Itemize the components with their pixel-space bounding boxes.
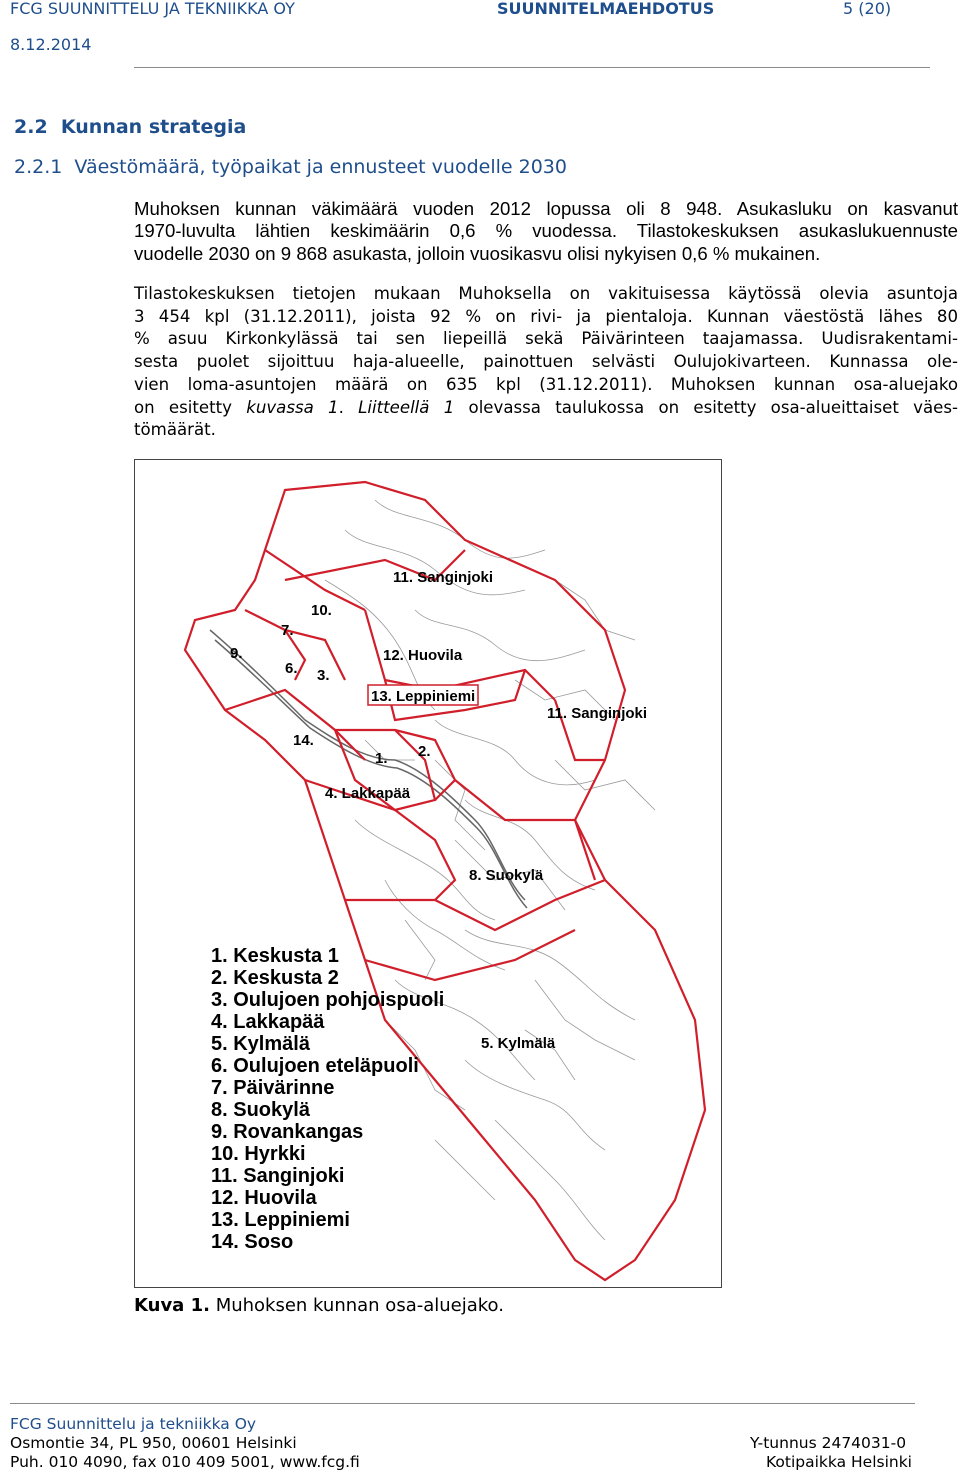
section-heading: 2.2 Kunnan strategia [14,116,247,138]
paragraph-population [134,198,958,265]
paragraph-line: vuodelle 2030 on 9 868 asukasta, jolloin vuosikasvu olisi nykyisen 0,6 % mukainen. [134,242,821,264]
label-sanginjoki-right: 11. Sanginjoki [547,705,648,722]
label-keskusta1: 1. [375,750,388,767]
area-map [135,460,720,1286]
legend-item: 9. Rovankangas [211,1121,364,1143]
label-leppiniemi: 13. Leppiniemi [371,688,476,705]
legend-item: 5. Kylmälä [211,1033,310,1055]
map-legend [211,945,444,1253]
footer-rule [10,1403,915,1404]
footer-address: Osmontie 34, PL 950, 00601 Helsinki [10,1434,297,1452]
label-sanginjoki-top: 11. Sanginjoki [393,569,494,586]
footer-business-id: Y-tunnus 2474031-0 [750,1434,907,1452]
paragraph-housing [134,283,958,442]
map-figure [134,459,722,1288]
paragraph-line: % asuu Kirkonkylässä tai sen liepeillä sekä Päivärinteen taajamassa. Uudisrakentami- [134,329,958,349]
caption-label: Kuva 1. [134,1295,210,1316]
paragraph-line: 1970-luvulta lähtien keskimäärin 0,6 % vuodessa. Tilastokeskuksen asukaslukuennuste [134,220,958,242]
footer-company: FCG Suunnittelu ja tekniikka Oy [10,1415,257,1433]
footer-domicile: Kotipaikka Helsinki [766,1453,912,1471]
legend-item: 12. Huovila [211,1187,317,1209]
legend-item: 13. Leppiniemi [211,1209,350,1231]
legend-item: 8. Suokylä [211,1099,310,1121]
caption-text: Muhoksen kunnan osa-aluejako. [209,1295,504,1316]
legend-item: 2. Keskusta 2 [211,967,339,989]
legend-item: 7. Päivärinne [211,1077,335,1099]
paragraph-line: vien loma-asuntojen määrä on 635 kpl (31.12.2011). Muhoksen kunnan osa-aluejako [134,374,958,394]
paragraph-line: 3 454 kpl (31.12.2011), joista 92 % on rivi- ja pientaloja. Kunnan väestöstä lähes 80 [134,306,958,326]
legend-item: 3. Oulujoen pohjoispuoli [211,989,445,1011]
label-huovila: 12. Huovila [383,647,463,664]
header-page-number: 5 (20) [843,0,892,18]
legend-item: 11. Sanginjoki [211,1165,345,1187]
figure-reference: kuvassa 1 [246,397,339,417]
header-company: FCG SUUNNITTELU JA TEKNIIKKA OY [10,0,295,18]
legend-item: 10. Hyrkki [211,1143,306,1165]
paragraph-line [134,397,958,420]
legend-item: 14. Soso [211,1231,294,1253]
paragraph-line: tömäärät. [134,420,216,440]
legend-item: 1. Keskusta 1 [211,945,339,967]
label-suokyla: 8. Suokylä [469,867,544,884]
label-kylmala: 5. Kylmälä [481,1035,556,1052]
label-rovankangas: 9. [230,645,243,662]
boundary-suokyla-south [345,880,605,930]
paragraph-line: Muhoksen kunnan väkimäärä vuoden 2012 lopussa oli 8 948. Asukasluku on kasvanut [134,198,958,219]
header-rule [134,67,930,68]
text-run: on esitetty [134,397,247,417]
label-kylmala-small: 6. [285,660,298,677]
appendix-reference: Liitteellä 1 [358,397,455,417]
legend-item: 4. Lakkapää [211,1011,325,1033]
boundary-hyrkki [265,550,365,610]
text-run: olevassa taulukossa on esitetty osa-alueittaiset väes- [454,397,958,417]
header-doc-type: SUUNNITELMAEHDOTUS [497,0,715,18]
legend-item: 6. Oulujoen eteläpuoli [211,1055,419,1077]
figure-caption [134,1295,504,1316]
label-lakkapaa: 4. Lakkapää [325,785,411,802]
label-keskusta2: 2. [418,743,431,760]
paragraph-line: sesta puolet sijoittuu haja-alueelle, painottuen selvästi Oulujokivarteen. Kunnassa ole- [134,352,958,372]
label-soso: 14. [293,732,314,749]
label-paivarinne: 7. [281,622,294,639]
paragraph-line: Tilastokeskuksen tietojen mukaan Muhoksella on vakituisessa käytössä olevia asuntoja [134,284,958,303]
text-run: . [338,397,359,417]
footer-contacts: Puh. 010 4090, fax 010 409 5001, www.fcg.fi [10,1453,360,1471]
label-hyrkki: 10. [311,602,332,619]
subsection-heading: 2.2.1 Väestömäärä, työpaikat ja ennusteet vuodelle 2030 [14,156,567,178]
header-date: 8.12.2014 [10,35,92,54]
boundary-kylmala [365,930,575,980]
label-oulujoen-pohj: 3. [317,667,330,684]
